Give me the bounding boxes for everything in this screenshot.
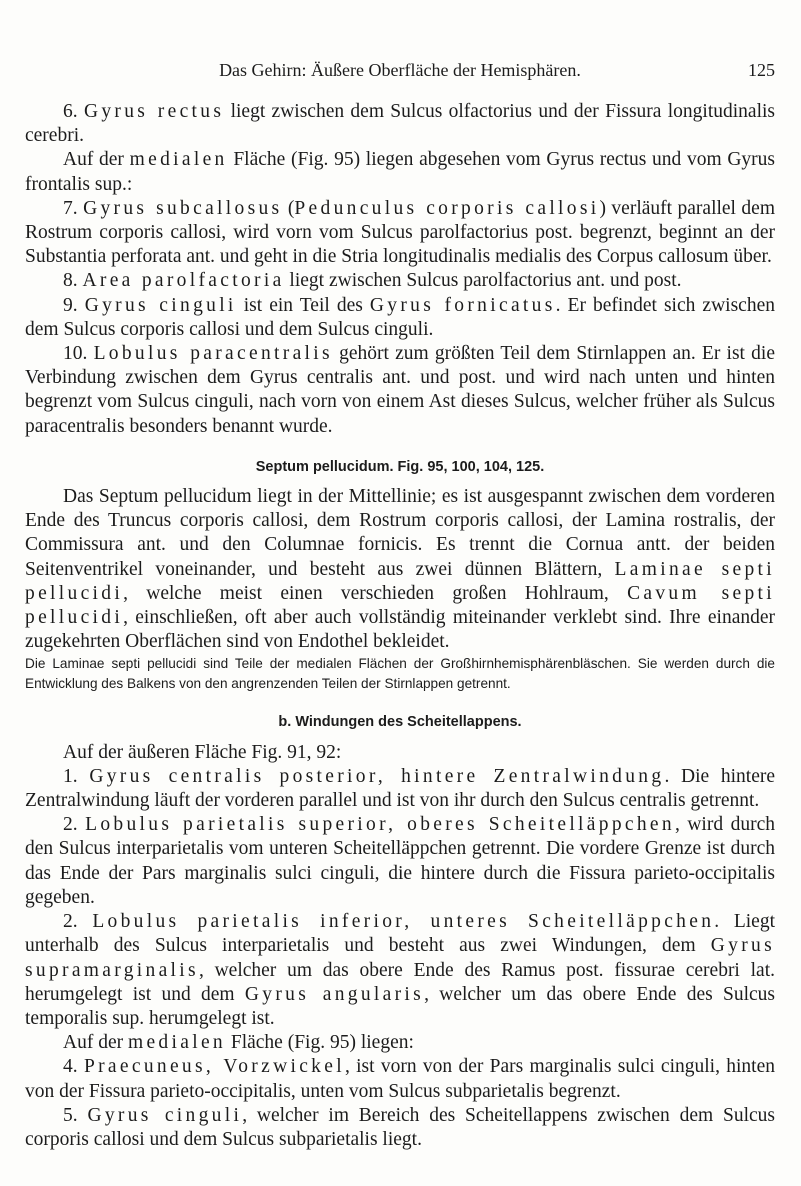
text-run: 5. — [63, 1104, 88, 1126]
section-heading: Septum pellucidum. Fig. 95, 100, 104, 125. — [255, 458, 545, 475]
small-print-note: Die Laminae septi pellucidi sind Teile der medialen Flächen der Großhirnhemisphärenbläschen. Sie werden durch die Entwicklung des Balkens von den angrenzenden Teilen der Stirnlappen getrennt. — [25, 656, 775, 692]
text-run: 8. — [63, 270, 83, 292]
text-run: 4. — [63, 1056, 84, 1078]
term: Pedunculus corporis callosi — [294, 197, 600, 219]
text-run: liegt zwischen dem Sulcus olfactorius und der Fissura longitudinalis cerebri. — [25, 101, 775, 147]
term: Gyrus rectus — [83, 101, 225, 122]
text-run: , welcher im Bereich des Scheitellappens zwischen dem Sulcus corporis callosi und dem Sulcus subparietalis liegt. — [25, 1104, 776, 1150]
text-run: liegt zwischen Sulcus parolfactorius ant. und post. — [284, 270, 682, 292]
term: Gyrus fornicatus — [369, 294, 556, 316]
text-run: Auf der — [63, 1032, 128, 1054]
term: Lobulus parietalis inferior, unteres Scheitelläppchen — [92, 911, 715, 933]
text-run: ) verläuft parallel dem Rostrum corporis callosi, wird vorn vom Sulcus parolfactorius post. begrenzt, beginnt an der Substantia perforata ant. und geht in die Stria longitudinalis medialis des Corpus callosum über. — [25, 197, 775, 268]
text-run: , wird durch den Sulcus interparietalis vom unteren Scheitelläppchen getrennt. Die vordere Grenze ist durch das Ende der Pars marginalis sulci cinguli, die hintere durch die Fissura parieto-occipitalis gegeben. — [25, 814, 775, 908]
text-run: Auf der äußeren Fläche Fig. 91, 92: — [63, 741, 342, 763]
text-run: gehört zum größten Teil dem Stirnlappen an. Er ist die Verbindung zwischen dem Gyrus centralis ant. und post. und wird nach unten und hinten begrenzt vom Sulcus cinguli, nach vorn von einem Ast dieses Sulcus, welcher früher als Sulcus paracentralis besonders benannt wurde. — [25, 343, 775, 437]
text-run: , einschließen, oft aber auch vollständig miteinander verklebt sind. Ihre einander zugekehrten Oberflächen sind von Endothel bekleidet. — [25, 607, 775, 653]
text-run: , welche meist einen verschieden großen Hohlraum, — [123, 582, 628, 604]
term: medialen — [129, 149, 228, 171]
text-run: Das Septum pellucidum liegt in der Mittellinie; es ist ausgespannt zwischen dem vorderen Ende des Truncus corporis callosi, dem Rostrum corporis callosi, der Lamina rostralis, der Commissura ant. und den Columnae fornicis. Es trennt die Cornua antt. der beiden Seitenventrikel voneinander, und besteht aus zwei dünnen Blättern, — [25, 486, 775, 580]
section-heading: b. Windungen des Scheitellappens. — [278, 714, 522, 731]
text-run: . Er befindet sich zwischen dem Sulcus corporis callosi und dem Sulcus cinguli. — [25, 294, 775, 340]
paragraph — [25, 741, 775, 765]
text-run: Auf der — [63, 149, 130, 171]
text-run: . Die hintere Zentralwindung läuft der vorderen parallel und ist von ihr durch den Sulcus centralis getrennt. — [25, 765, 776, 812]
term: Cavum septi pellucidi — [25, 582, 776, 629]
term: Gyrus supramarginalis — [25, 935, 775, 981]
paragraph — [25, 485, 775, 654]
text-run: ist ein Teil des — [236, 294, 370, 316]
text-run: 7. — [63, 197, 84, 219]
paragraph — [25, 910, 775, 1031]
term: Praecuneus, Vorzwickel — [83, 1056, 345, 1078]
text-run: 2. — [63, 911, 93, 933]
paragraph — [25, 1104, 775, 1152]
paragraph — [25, 100, 775, 148]
term: Gyrus cinguli — [87, 1104, 243, 1126]
text-run: Fläche (Fig. 95) liegen: — [225, 1032, 414, 1054]
text-run: 2. — [63, 814, 86, 836]
term: Gyrus angularis — [244, 983, 425, 1005]
term: Lobulus parietalis superior, oberes Scheitelläppchen — [85, 814, 675, 836]
text-run: 6. — [63, 101, 84, 122]
text-run: 10. — [63, 343, 94, 365]
paragraph — [25, 813, 775, 910]
text-run: 1. — [63, 765, 90, 787]
text-run: 9. — [63, 294, 85, 316]
term: Area parolfactoria — [82, 270, 285, 292]
term: Lobulus paracentralis — [93, 343, 333, 365]
text-run: . Liegt unterhalb des Sulcus interparietalis und besteht aus zwei Windungen, dem — [25, 911, 776, 957]
running-header — [25, 60, 775, 84]
term: Laminae septi pellucidi — [25, 558, 775, 604]
paragraph — [25, 1031, 775, 1055]
paragraph — [25, 148, 775, 196]
text-run: , welcher um das obere Ende des Ramus post. fissurae cerebri lat. herumgelegt ist und dem — [25, 959, 775, 1005]
paragraph — [25, 765, 775, 813]
paragraph — [25, 294, 775, 342]
page-number: 125 — [748, 60, 775, 80]
paragraph — [25, 269, 775, 293]
text-run: ( — [282, 197, 295, 219]
term: Gyrus centralis posterior, hintere Zentralwindung — [89, 765, 665, 787]
paragraph — [25, 1055, 775, 1103]
term: Gyrus cinguli — [84, 294, 237, 316]
text-run: Fläche (Fig. 95) liegen abgesehen vom Gyrus rectus und vom Gyrus frontalis sup.: — [25, 149, 775, 195]
paragraph — [25, 197, 775, 270]
term: medialen — [127, 1032, 226, 1054]
text-run: , ist vorn von der Pars marginalis sulci cinguli, hinten von der Fissura parieto-occipitalis, unten vom Sulcus subparietalis begrenzt. — [25, 1056, 775, 1102]
paragraph — [25, 342, 775, 439]
text-run: , welcher um das obere Ende des Sulcus temporalis sup. herumgelegt ist. — [25, 983, 775, 1029]
body-text — [25, 100, 775, 1152]
term: Gyrus subcallosus — [83, 197, 283, 219]
header-title: Das Gehirn: Äußere Oberfläche der Hemisphären. — [219, 60, 581, 80]
